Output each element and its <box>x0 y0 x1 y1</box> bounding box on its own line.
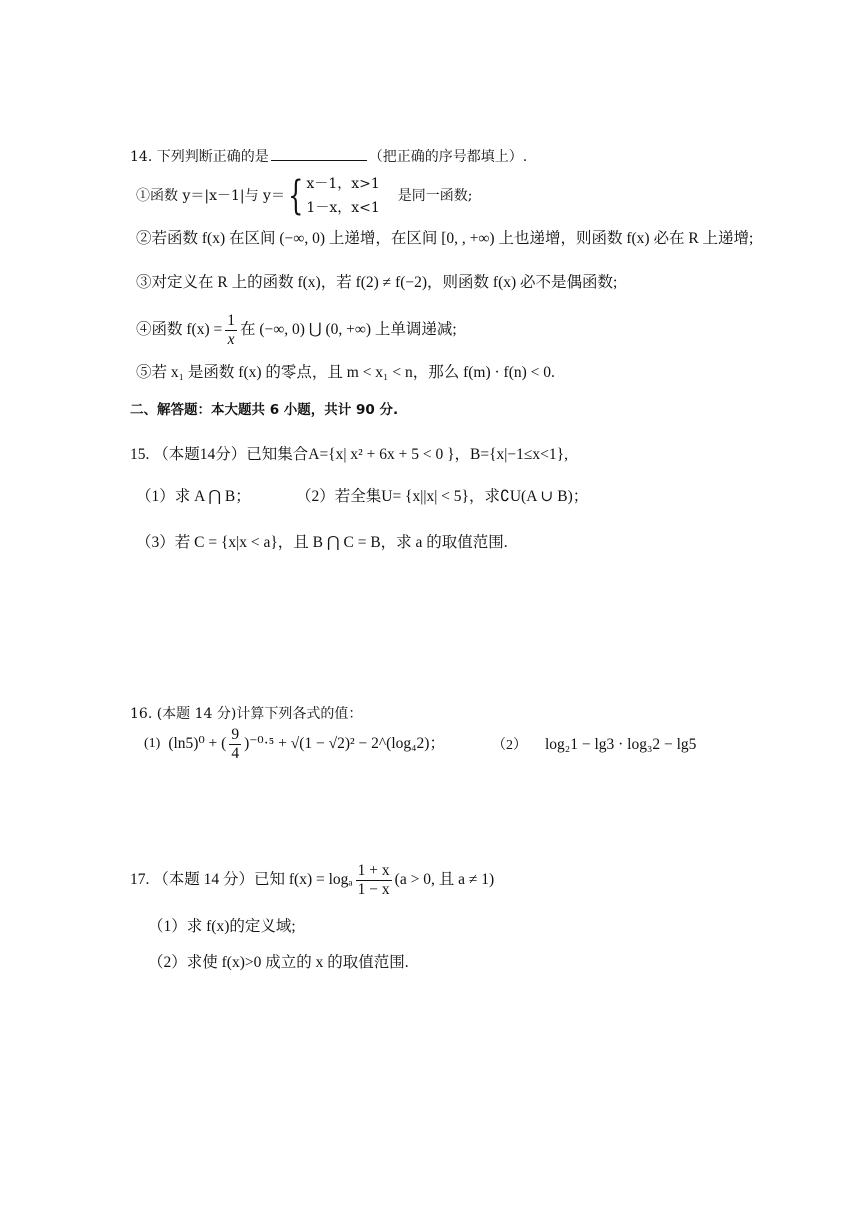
fraction-numerator: 1 + x <box>357 862 390 879</box>
fraction-numerator: 9 <box>231 726 240 743</box>
q15-part-3: （3）若 C = {x|x < a}，且 B ⋂ C = B，求 a 的取值范围. <box>136 534 508 551</box>
q16-stem: 16. (本题 14 分)计算下列各式的值： <box>130 706 363 722</box>
q16-p1-post: )⁻⁰·⁵ + √(1 − √2)² − 2^(log₄2)； <box>244 735 445 753</box>
q17-stem-pre: 17. （本题 14 分）已知 f(x) = logₐ <box>130 871 353 889</box>
q17-stem <box>130 862 494 899</box>
q14-item1-case2: 1－x，x<1 <box>306 200 380 216</box>
q14-item-2: ②若函数 f(x) 在区间 (−∞, 0) 上递增，在区间 [0, , +∞) 上也递增，则函数 f(x) 必在 R 上递增; <box>136 230 754 247</box>
q14-item-1 <box>136 172 472 220</box>
q16-p1-label: (1) <box>144 736 161 752</box>
fraction <box>356 862 392 899</box>
fraction-denominator: 4 <box>231 745 240 762</box>
q14-item4-post: 在 (−∞, 0) ⋃ (0, +∞) 上单调递减; <box>239 321 457 339</box>
q16-part-2 <box>492 736 696 755</box>
section-heading: 二、解答题：本大题共 6 小题，共计 90 分. <box>130 402 399 418</box>
q14-stem-post: （把正确的序号都填上）. <box>368 149 528 165</box>
q14-item1-pre: ①函数 y＝|x－1|与 y＝ <box>136 187 285 204</box>
q14-answer-blank[interactable] <box>271 146 367 161</box>
fraction <box>225 312 237 349</box>
q15-part-2: （2）若全集U= {x||x| < 5}，求∁U(A ∪ B)； <box>296 488 589 505</box>
q17-part-1: （1）求 f(x)的定义域; <box>148 918 296 935</box>
q15-stem: 15. （本题14分）已知集合A={x| x² + 6x + 5 < 0 }，B={x|−1≤x<1}, <box>130 446 568 463</box>
q16-p1-pre: (ln5)⁰ + ( <box>168 735 227 753</box>
fraction-denominator: x <box>227 331 235 348</box>
q14-item-4 <box>136 312 457 349</box>
q15-part-1: （1）求 A ⋂ B； <box>136 488 251 505</box>
q14-item-3: ③对定义在 R 上的函数 f(x)，若 f(2) ≠ f(−2)，则函数 f(x) 必不是偶函数; <box>136 274 618 291</box>
q16-p2-expr: log₂1 − lg3 · log₃2 − lg5 <box>545 736 697 753</box>
fraction-numerator: 1 <box>227 312 235 329</box>
q14-item1-case1: x－1，x>1 <box>306 176 380 192</box>
q14-stem-pre: 14. 下列判断正确的是 <box>130 149 269 165</box>
q17-part-2: （2）求使 f(x)>0 成立的 x 的取值范围. <box>148 954 409 971</box>
q14-item1-post: 是同一函数; <box>397 187 473 204</box>
fraction-denominator: 1 − x <box>357 881 390 898</box>
fraction <box>229 726 241 763</box>
piecewise-cases <box>306 172 379 220</box>
q14-item-5: ⑤若 x₁ 是函数 f(x) 的零点，且 m < x₁ < n，那么 f(m) · f(n) < 0. <box>136 364 555 381</box>
left-brace-icon: { <box>288 173 304 219</box>
q16-p2-label: （2） <box>492 738 527 753</box>
q16-part-1 <box>144 726 445 763</box>
q14-stem <box>130 146 527 166</box>
q17-stem-post: (a > 0, 且 a ≠ 1) <box>394 871 495 889</box>
q14-item4-pre: ④函数 f(x) = <box>136 321 223 339</box>
